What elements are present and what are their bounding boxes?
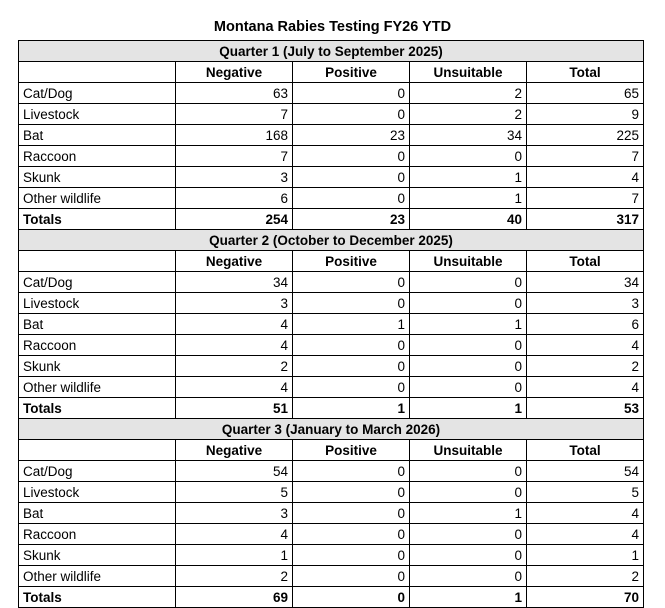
row-value: 0 [293, 104, 410, 125]
row-value: 0 [293, 482, 410, 503]
row-category: Bat [19, 503, 176, 524]
column-header: Negative [176, 440, 293, 461]
row-value: 65 [527, 83, 644, 104]
column-header: Total [527, 62, 644, 83]
table-row [19, 335, 644, 356]
row-value: 5 [527, 482, 644, 503]
row-value: 0 [410, 356, 527, 377]
column-header: Positive [293, 62, 410, 83]
table-row [19, 293, 644, 314]
totals-value: 53 [527, 398, 644, 419]
row-value: 3 [176, 503, 293, 524]
row-value: 0 [410, 272, 527, 293]
row-value: 1 [410, 167, 527, 188]
column-header: Total [527, 251, 644, 272]
row-value: 2 [410, 83, 527, 104]
document-title: Montana Rabies Testing FY26 YTD [213, 19, 452, 35]
row-value: 0 [410, 146, 527, 167]
row-category: Livestock [19, 293, 176, 314]
column-header: Unsuitable [410, 62, 527, 83]
row-value: 4 [527, 503, 644, 524]
row-category: Skunk [19, 545, 176, 566]
table-body [19, 41, 644, 608]
row-value: 0 [293, 356, 410, 377]
row-value: 4 [176, 377, 293, 398]
column-header: Negative [176, 251, 293, 272]
table-row [19, 461, 644, 482]
row-value: 1 [527, 545, 644, 566]
table-row [19, 125, 644, 146]
row-category: Cat/Dog [19, 461, 176, 482]
row-value: 2 [527, 356, 644, 377]
totals-label: Totals [19, 587, 176, 608]
table-row [19, 146, 644, 167]
table-row [19, 104, 644, 125]
column-header-row [19, 62, 644, 83]
row-value: 4 [176, 335, 293, 356]
row-value: 0 [293, 146, 410, 167]
quarter-header: Quarter 3 (January to March 2026) [19, 419, 644, 440]
column-header: Positive [293, 251, 410, 272]
column-header: Positive [293, 440, 410, 461]
row-value: 54 [527, 461, 644, 482]
row-value: 0 [293, 293, 410, 314]
column-header-blank [19, 440, 176, 461]
totals-value: 1 [410, 398, 527, 419]
column-header-blank [19, 62, 176, 83]
row-value: 0 [410, 461, 527, 482]
row-value: 2 [176, 566, 293, 587]
row-value: 0 [293, 503, 410, 524]
row-category: Bat [19, 125, 176, 146]
row-value: 34 [176, 272, 293, 293]
row-value: 54 [176, 461, 293, 482]
row-category: Raccoon [19, 335, 176, 356]
row-value: 34 [527, 272, 644, 293]
row-value: 9 [527, 104, 644, 125]
row-category: Bat [19, 314, 176, 335]
totals-value: 40 [410, 209, 527, 230]
row-value: 1 [410, 188, 527, 209]
row-value: 4 [176, 314, 293, 335]
row-category: Skunk [19, 167, 176, 188]
row-value: 7 [176, 146, 293, 167]
row-value: 0 [293, 335, 410, 356]
table-row [19, 377, 644, 398]
row-value: 0 [293, 377, 410, 398]
row-value: 63 [176, 83, 293, 104]
row-value: 23 [293, 125, 410, 146]
row-category: Livestock [19, 482, 176, 503]
row-value: 7 [527, 146, 644, 167]
table-row [19, 503, 644, 524]
quarter-header-row [19, 230, 644, 251]
row-value: 0 [293, 83, 410, 104]
rabies-testing-table [18, 40, 644, 608]
row-value: 5 [176, 482, 293, 503]
row-value: 2 [410, 104, 527, 125]
totals-row [19, 209, 644, 230]
row-category: Other wildlife [19, 566, 176, 587]
row-value: 0 [293, 545, 410, 566]
row-value: 3 [176, 167, 293, 188]
row-category: Other wildlife [19, 188, 176, 209]
row-category: Livestock [19, 104, 176, 125]
row-category: Raccoon [19, 146, 176, 167]
column-header-row [19, 251, 644, 272]
row-category: Skunk [19, 356, 176, 377]
table-row [19, 188, 644, 209]
quarter-header: Quarter 1 (July to September 2025) [19, 41, 644, 62]
column-header: Total [527, 440, 644, 461]
row-value: 7 [176, 104, 293, 125]
quarter-header-row [19, 41, 644, 62]
row-value: 225 [527, 125, 644, 146]
totals-value: 317 [527, 209, 644, 230]
row-value: 0 [410, 482, 527, 503]
totals-value: 70 [527, 587, 644, 608]
table-row [19, 545, 644, 566]
totals-value: 0 [293, 587, 410, 608]
row-value: 0 [410, 293, 527, 314]
row-value: 4 [527, 377, 644, 398]
table-row [19, 272, 644, 293]
row-value: 3 [176, 293, 293, 314]
totals-value: 69 [176, 587, 293, 608]
row-category: Cat/Dog [19, 272, 176, 293]
row-value: 0 [293, 566, 410, 587]
row-value: 1 [293, 314, 410, 335]
row-value: 0 [293, 461, 410, 482]
column-header: Unsuitable [410, 251, 527, 272]
row-category: Raccoon [19, 524, 176, 545]
column-header-blank [19, 251, 176, 272]
row-value: 2 [176, 356, 293, 377]
row-value: 3 [527, 293, 644, 314]
row-value: 0 [293, 167, 410, 188]
totals-value: 1 [410, 587, 527, 608]
quarter-header: Quarter 2 (October to December 2025) [19, 230, 644, 251]
row-value: 7 [527, 188, 644, 209]
row-value: 1 [410, 314, 527, 335]
column-header-row [19, 440, 644, 461]
table-row [19, 482, 644, 503]
row-category: Other wildlife [19, 377, 176, 398]
row-category: Cat/Dog [19, 83, 176, 104]
row-value: 1 [176, 545, 293, 566]
row-value: 1 [410, 503, 527, 524]
row-value: 34 [410, 125, 527, 146]
totals-row [19, 398, 644, 419]
column-header: Negative [176, 62, 293, 83]
row-value: 0 [293, 524, 410, 545]
table-row [19, 566, 644, 587]
totals-value: 51 [176, 398, 293, 419]
row-value: 4 [527, 524, 644, 545]
table-row [19, 356, 644, 377]
column-header: Unsuitable [410, 440, 527, 461]
totals-label: Totals [19, 209, 176, 230]
totals-value: 1 [293, 398, 410, 419]
table-row [19, 167, 644, 188]
totals-row [19, 587, 644, 608]
row-value: 0 [410, 335, 527, 356]
quarter-header-row [19, 419, 644, 440]
totals-value: 23 [293, 209, 410, 230]
totals-label: Totals [19, 398, 176, 419]
table-row [19, 314, 644, 335]
row-value: 0 [410, 566, 527, 587]
row-value: 4 [527, 167, 644, 188]
row-value: 0 [410, 524, 527, 545]
table-row [19, 83, 644, 104]
row-value: 2 [527, 566, 644, 587]
table-row [19, 524, 644, 545]
row-value: 6 [176, 188, 293, 209]
row-value: 0 [410, 377, 527, 398]
row-value: 0 [410, 545, 527, 566]
row-value: 0 [293, 188, 410, 209]
row-value: 0 [293, 272, 410, 293]
row-value: 6 [527, 314, 644, 335]
row-value: 4 [176, 524, 293, 545]
row-value: 168 [176, 125, 293, 146]
row-value: 4 [527, 335, 644, 356]
totals-value: 254 [176, 209, 293, 230]
